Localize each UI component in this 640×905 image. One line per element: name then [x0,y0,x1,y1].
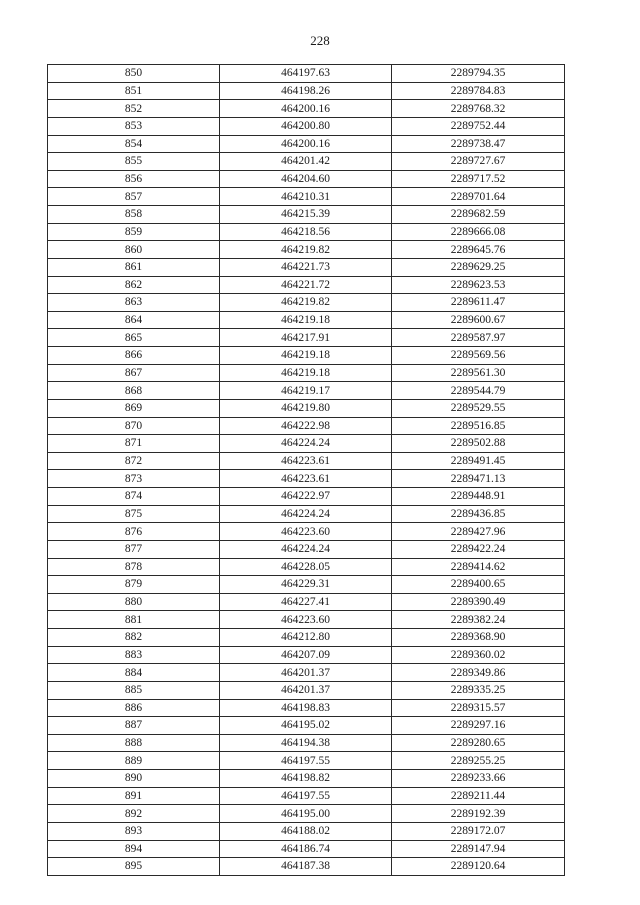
table-row [48,805,565,823]
table-row [48,117,565,135]
x-coordinate-cell: 464198.83 [220,699,392,717]
x-coordinate-cell: 464215.39 [220,206,392,224]
y-coordinate-cell: 2289587.97 [392,329,565,347]
point-number-cell: 872 [48,452,220,470]
x-coordinate-cell: 464229.31 [220,576,392,594]
table-row [48,417,565,435]
table-row [48,576,565,594]
table-row [48,699,565,717]
y-coordinate-cell: 2289192.39 [392,805,565,823]
x-coordinate-cell: 464219.80 [220,399,392,417]
y-coordinate-cell: 2289422.24 [392,540,565,558]
point-number-cell: 882 [48,629,220,647]
table-row [48,364,565,382]
x-coordinate-cell: 464219.18 [220,364,392,382]
x-coordinate-cell: 464204.60 [220,170,392,188]
table-row [48,65,565,83]
point-number-cell: 888 [48,734,220,752]
x-coordinate-cell: 464223.61 [220,452,392,470]
table-row [48,629,565,647]
x-coordinate-cell: 464217.91 [220,329,392,347]
table-row [48,206,565,224]
x-coordinate-cell: 464218.56 [220,223,392,241]
point-number-cell: 887 [48,717,220,735]
point-number-cell: 858 [48,206,220,224]
y-coordinate-cell: 2289360.02 [392,646,565,664]
y-coordinate-cell: 2289349.86 [392,664,565,682]
point-number-cell: 856 [48,170,220,188]
x-coordinate-cell: 464197.55 [220,787,392,805]
table-row [48,840,565,858]
y-coordinate-cell: 2289172.07 [392,822,565,840]
y-coordinate-cell: 2289502.88 [392,435,565,453]
x-coordinate-cell: 464194.38 [220,734,392,752]
table-row [48,488,565,506]
x-coordinate-cell: 464186.74 [220,840,392,858]
x-coordinate-cell: 464195.00 [220,805,392,823]
point-number-cell: 874 [48,488,220,506]
point-number-cell: 876 [48,523,220,541]
y-coordinate-cell: 2289682.59 [392,206,565,224]
point-number-cell: 859 [48,223,220,241]
x-coordinate-cell: 464188.02 [220,822,392,840]
x-coordinate-cell: 464227.41 [220,593,392,611]
table-row [48,399,565,417]
point-number-cell: 883 [48,646,220,664]
table-row [48,452,565,470]
y-coordinate-cell: 2289233.66 [392,770,565,788]
y-coordinate-cell: 2289717.52 [392,170,565,188]
table-row [48,170,565,188]
y-coordinate-cell: 2289629.25 [392,258,565,276]
y-coordinate-cell: 2289666.08 [392,223,565,241]
table-row [48,593,565,611]
table-row [48,382,565,400]
y-coordinate-cell: 2289752.44 [392,117,565,135]
point-number-cell: 851 [48,82,220,100]
y-coordinate-cell: 2289516.85 [392,417,565,435]
point-number-cell: 868 [48,382,220,400]
x-coordinate-cell: 464210.31 [220,188,392,206]
table-row [48,470,565,488]
y-coordinate-cell: 2289471.13 [392,470,565,488]
x-coordinate-cell: 464200.16 [220,100,392,118]
table-row [48,646,565,664]
y-coordinate-cell: 2289368.90 [392,629,565,647]
table-row [48,241,565,259]
point-number-cell: 878 [48,558,220,576]
table-row [48,505,565,523]
y-coordinate-cell: 2289738.47 [392,135,565,153]
y-coordinate-cell: 2289611.47 [392,294,565,312]
x-coordinate-cell: 464224.24 [220,505,392,523]
point-number-cell: 855 [48,153,220,171]
table-row [48,311,565,329]
table-row [48,329,565,347]
point-number-cell: 884 [48,664,220,682]
table-row [48,787,565,805]
table-row [48,258,565,276]
point-number-cell: 863 [48,294,220,312]
y-coordinate-cell: 2289255.25 [392,752,565,770]
point-number-cell: 870 [48,417,220,435]
table-row [48,681,565,699]
coordinates-table-body [48,65,565,876]
x-coordinate-cell: 464221.72 [220,276,392,294]
x-coordinate-cell: 464201.37 [220,681,392,699]
x-coordinate-cell: 464195.02 [220,717,392,735]
table-row [48,82,565,100]
y-coordinate-cell: 2289382.24 [392,611,565,629]
x-coordinate-cell: 464219.17 [220,382,392,400]
x-coordinate-cell: 464219.18 [220,347,392,365]
y-coordinate-cell: 2289414.62 [392,558,565,576]
point-number-cell: 885 [48,681,220,699]
point-number-cell: 867 [48,364,220,382]
table-row [48,717,565,735]
x-coordinate-cell: 464222.98 [220,417,392,435]
table-row [48,611,565,629]
y-coordinate-cell: 2289727.67 [392,153,565,171]
point-number-cell: 894 [48,840,220,858]
point-number-cell: 860 [48,241,220,259]
point-number-cell: 895 [48,858,220,876]
point-number-cell: 866 [48,347,220,365]
point-number-cell: 871 [48,435,220,453]
x-coordinate-cell: 464222.97 [220,488,392,506]
table-row [48,294,565,312]
x-coordinate-cell: 464219.18 [220,311,392,329]
point-number-cell: 864 [48,311,220,329]
x-coordinate-cell: 464200.16 [220,135,392,153]
y-coordinate-cell: 2289297.16 [392,717,565,735]
x-coordinate-cell: 464223.61 [220,470,392,488]
x-coordinate-cell: 464219.82 [220,241,392,259]
point-number-cell: 857 [48,188,220,206]
x-coordinate-cell: 464201.42 [220,153,392,171]
point-number-cell: 862 [48,276,220,294]
point-number-cell: 880 [48,593,220,611]
point-number-cell: 890 [48,770,220,788]
y-coordinate-cell: 2289280.65 [392,734,565,752]
table-row [48,223,565,241]
y-coordinate-cell: 2289448.91 [392,488,565,506]
y-coordinate-cell: 2289561.30 [392,364,565,382]
y-coordinate-cell: 2289701.64 [392,188,565,206]
y-coordinate-cell: 2289623.53 [392,276,565,294]
y-coordinate-cell: 2289120.64 [392,858,565,876]
point-number-cell: 854 [48,135,220,153]
x-coordinate-cell: 464200.80 [220,117,392,135]
table-row [48,347,565,365]
table-row [48,540,565,558]
x-coordinate-cell: 464223.60 [220,611,392,629]
y-coordinate-cell: 2289529.55 [392,399,565,417]
table-row [48,858,565,876]
point-number-cell: 873 [48,470,220,488]
y-coordinate-cell: 2289400.65 [392,576,565,594]
y-coordinate-cell: 2289427.96 [392,523,565,541]
x-coordinate-cell: 464228.05 [220,558,392,576]
point-number-cell: 853 [48,117,220,135]
table-row [48,770,565,788]
point-number-cell: 875 [48,505,220,523]
point-number-cell: 889 [48,752,220,770]
x-coordinate-cell: 464207.09 [220,646,392,664]
y-coordinate-cell: 2289335.25 [392,681,565,699]
table-row [48,523,565,541]
table-row [48,188,565,206]
x-coordinate-cell: 464187.38 [220,858,392,876]
table-row [48,734,565,752]
point-number-cell: 852 [48,100,220,118]
y-coordinate-cell: 2289794.35 [392,65,565,83]
point-number-cell: 850 [48,65,220,83]
table-row [48,276,565,294]
y-coordinate-cell: 2289600.67 [392,311,565,329]
y-coordinate-cell: 2289211.44 [392,787,565,805]
table-row [48,153,565,171]
table-row [48,100,565,118]
x-coordinate-cell: 464198.26 [220,82,392,100]
x-coordinate-cell: 464201.37 [220,664,392,682]
point-number-cell: 869 [48,399,220,417]
point-number-cell: 893 [48,822,220,840]
coordinates-table [47,64,565,876]
point-number-cell: 877 [48,540,220,558]
x-coordinate-cell: 464197.63 [220,65,392,83]
x-coordinate-cell: 464197.55 [220,752,392,770]
point-number-cell: 881 [48,611,220,629]
table-row [48,135,565,153]
x-coordinate-cell: 464212.80 [220,629,392,647]
y-coordinate-cell: 2289436.85 [392,505,565,523]
point-number-cell: 886 [48,699,220,717]
y-coordinate-cell: 2289784.83 [392,82,565,100]
x-coordinate-cell: 464221.73 [220,258,392,276]
point-number-cell: 861 [48,258,220,276]
table-row [48,822,565,840]
point-number-cell: 865 [48,329,220,347]
y-coordinate-cell: 2289491.45 [392,452,565,470]
table-row [48,435,565,453]
y-coordinate-cell: 2289315.57 [392,699,565,717]
table-row [48,752,565,770]
x-coordinate-cell: 464223.60 [220,523,392,541]
table-row [48,558,565,576]
point-number-cell: 892 [48,805,220,823]
x-coordinate-cell: 464224.24 [220,540,392,558]
point-number-cell: 891 [48,787,220,805]
y-coordinate-cell: 2289768.32 [392,100,565,118]
page-number: 228 [310,33,330,48]
x-coordinate-cell: 464198.82 [220,770,392,788]
x-coordinate-cell: 464224.24 [220,435,392,453]
y-coordinate-cell: 2289645.76 [392,241,565,259]
y-coordinate-cell: 2289147.94 [392,840,565,858]
x-coordinate-cell: 464219.82 [220,294,392,312]
y-coordinate-cell: 2289390.49 [392,593,565,611]
point-number-cell: 879 [48,576,220,594]
y-coordinate-cell: 2289569.56 [392,347,565,365]
table-row [48,664,565,682]
y-coordinate-cell: 2289544.79 [392,382,565,400]
